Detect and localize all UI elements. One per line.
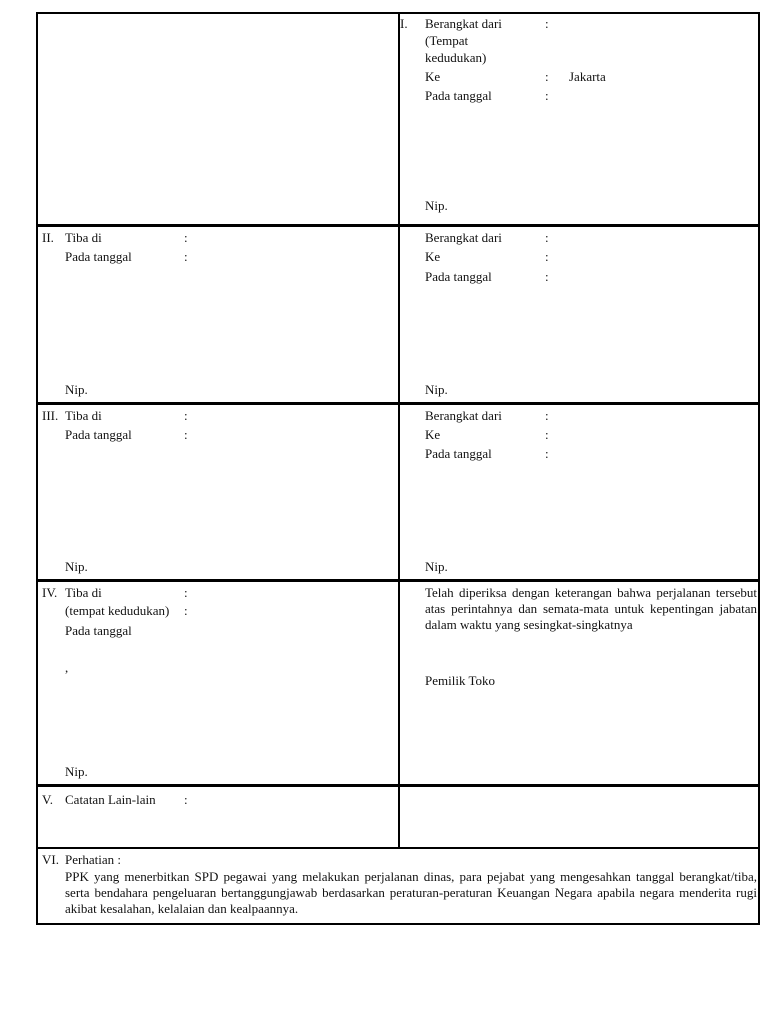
section-v: [36, 784, 760, 847]
section-number: I.: [400, 16, 408, 31]
section-iii-left: [38, 405, 400, 579]
verification-statement: Telah diperiksa dengan keterangan bahwa perjalanan tersebut atas perintahnya dan semata-mata untuk kepentingan jabatan dalam waktu yang sesingkat-singkatnya: [425, 585, 757, 632]
colon: :: [545, 230, 549, 245]
colon: :: [545, 269, 549, 284]
section-number: IV.: [42, 585, 58, 600]
section-i-left: [38, 14, 400, 224]
colon: :: [184, 230, 188, 245]
label-berangkat-dari: Berangkat dari: [425, 16, 502, 31]
label-ke: Ke: [425, 427, 441, 442]
label-perhatian: Perhatian :: [65, 852, 121, 867]
section-iii: [36, 402, 760, 579]
colon: :: [545, 446, 549, 461]
colon: :: [545, 408, 549, 423]
label-tiba-di: Tiba di: [65, 230, 102, 245]
label-pada-tanggal: Pada tanggal: [425, 88, 492, 103]
colon: :: [184, 427, 188, 442]
label-nip: Nip.: [65, 764, 88, 779]
label-nip: Nip.: [425, 559, 448, 574]
label-nip: Nip.: [65, 559, 88, 574]
section-iv-left: [38, 582, 400, 784]
section-v-left: [38, 787, 400, 847]
value-ke: Jakarta: [569, 69, 606, 84]
spd-back-form: [36, 12, 760, 925]
section-i: [36, 12, 760, 224]
label-tiba-di: Tiba di: [65, 585, 102, 600]
section-number: III.: [42, 408, 59, 423]
label-pada-tanggal: Pada tanggal: [425, 446, 492, 461]
colon: :: [184, 249, 188, 264]
label-berangkat-dari: Berangkat dari: [425, 230, 502, 245]
section-iv: [36, 579, 760, 784]
label-kedudukan: kedudukan): [425, 50, 487, 65]
section-ii: [36, 224, 760, 402]
section-vi-cell: [38, 849, 758, 923]
label-pada-tanggal: Pada tanggal: [65, 623, 132, 638]
label-nip: Nip.: [425, 198, 448, 213]
colon: :: [545, 427, 549, 442]
label-nip: Nip.: [425, 382, 448, 397]
colon: :: [545, 69, 549, 84]
colon: :: [545, 88, 549, 103]
section-i-right: [400, 14, 758, 224]
label-tempat: (Tempat: [425, 33, 469, 48]
label-pada-tanggal: Pada tanggal: [65, 249, 132, 264]
label-berangkat-dari: Berangkat dari: [425, 408, 502, 423]
section-ii-left: [38, 227, 400, 402]
section-vi: [36, 847, 760, 925]
label-nip: Nip.: [65, 382, 88, 397]
label-ke: Ke: [425, 69, 441, 84]
section-number: II.: [42, 230, 54, 245]
colon: :: [184, 792, 188, 807]
label-tempat-kedudukan: (tempat kedudukan): [65, 603, 170, 618]
label-pada-tanggal: Pada tanggal: [65, 427, 132, 442]
comma: ,: [65, 660, 69, 675]
section-iv-right: [400, 582, 758, 784]
section-iii-right: [400, 405, 758, 579]
section-number: V.: [42, 792, 53, 807]
label-tiba-di: Tiba di: [65, 408, 102, 423]
label-pada-tanggal: Pada tanggal: [425, 269, 492, 284]
perhatian-text: PPK yang menerbitkan SPD pegawai yang melakukan perjalanan dinas, para pejabat yang mengesahkan tanggal berangkat/tiba, serta bendahara pengeluaran bertanggungjawab berdasarkan peraturan-peraturan Keuangan Negara apabila negara menderita rugi akibat kesalahan, kelalaian dan kealpaannya.: [65, 869, 757, 916]
colon: :: [184, 408, 188, 423]
colon: :: [545, 249, 549, 264]
section-number: VI.: [42, 852, 59, 867]
label-ke: Ke: [425, 249, 441, 264]
colon: :: [545, 16, 549, 31]
label-catatan: Catatan Lain-lain: [65, 792, 156, 807]
signer-title: Pemilik Toko: [425, 673, 495, 688]
colon: :: [184, 585, 188, 600]
section-v-right: [400, 787, 758, 847]
section-ii-right: [400, 227, 758, 402]
colon: :: [184, 603, 188, 618]
